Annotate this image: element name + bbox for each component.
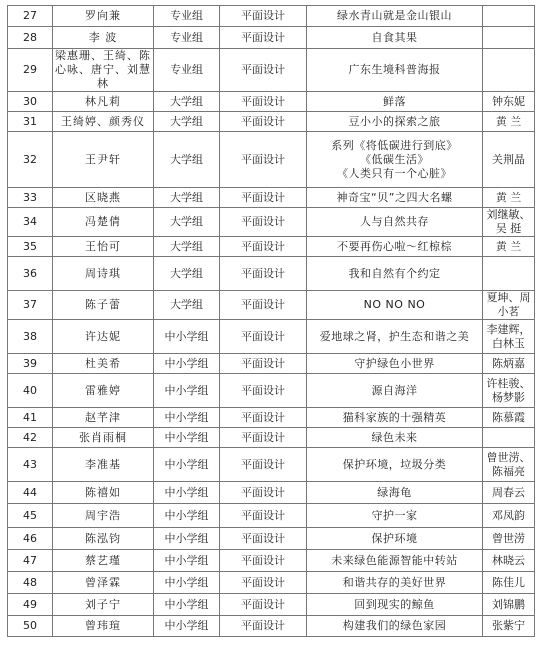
group-cell: 大学组 xyxy=(154,132,220,188)
category-cell: 平面设计 xyxy=(220,448,307,482)
participant-name-cell: 张肖雨桐 xyxy=(53,428,154,448)
teacher-cell xyxy=(483,6,535,27)
teacher-cell: 黄 兰 xyxy=(483,237,535,257)
row-number-cell: 42 xyxy=(8,428,53,448)
table-row xyxy=(8,616,535,637)
teacher-cell xyxy=(483,49,535,92)
group-cell: 中小学组 xyxy=(154,320,220,354)
participant-name-cell: 陈泓钧 xyxy=(53,528,154,550)
row-number-cell: 27 xyxy=(8,6,53,27)
table-row xyxy=(8,188,535,208)
group-cell: 中小学组 xyxy=(154,448,220,482)
teacher-cell: 陈慕霞 xyxy=(483,408,535,428)
teacher-cell: 邓凤韵 xyxy=(483,504,535,528)
table-row xyxy=(8,550,535,572)
row-number-cell: 40 xyxy=(8,374,53,408)
teacher-cell: 刘继敏、吴 挺 xyxy=(483,208,535,237)
teacher-cell: 夏坤、周小茗 xyxy=(483,291,535,320)
work-title-cell: 绿水青山就是金山银山 xyxy=(307,6,483,27)
participant-name-cell: 罗向兼 xyxy=(53,6,154,27)
group-cell: 中小学组 xyxy=(154,482,220,504)
work-title-cell: 神奇宝“贝”之四大名螺 xyxy=(307,188,483,208)
group-cell: 中小学组 xyxy=(154,594,220,616)
participant-name-cell: 陈子蕾 xyxy=(53,291,154,320)
participant-name-cell: 曾玮瑄 xyxy=(53,616,154,637)
participant-name-cell: 刘子宁 xyxy=(53,594,154,616)
participant-name-cell: 周诗琪 xyxy=(53,257,154,291)
work-title-cell: 保护环境 xyxy=(307,528,483,550)
table-row xyxy=(8,594,535,616)
participant-name-cell: 区晓燕 xyxy=(53,188,154,208)
table-row xyxy=(8,27,535,49)
participant-name-cell: 李准基 xyxy=(53,448,154,482)
table-row xyxy=(8,408,535,428)
work-title-cell: 绿色未来 xyxy=(307,428,483,448)
group-cell: 中小学组 xyxy=(154,408,220,428)
teacher-cell: 黄 兰 xyxy=(483,112,535,132)
work-title-cell: 构建我们的绿色家园 xyxy=(307,616,483,637)
group-cell: 中小学组 xyxy=(154,428,220,448)
award-table-container xyxy=(7,5,534,637)
category-cell: 平面设计 xyxy=(220,616,307,637)
teacher-cell xyxy=(483,27,535,49)
group-cell: 大学组 xyxy=(154,257,220,291)
table-row xyxy=(8,112,535,132)
row-number-cell: 43 xyxy=(8,448,53,482)
group-cell: 中小学组 xyxy=(154,504,220,528)
work-title-cell: 和谐共存的美好世界 xyxy=(307,572,483,594)
work-title-cell: 不要再伤心啦～红椋棕 xyxy=(307,237,483,257)
group-cell: 专业组 xyxy=(154,49,220,92)
category-cell: 平面设计 xyxy=(220,320,307,354)
category-cell: 平面设计 xyxy=(220,504,307,528)
group-cell: 大学组 xyxy=(154,112,220,132)
row-number-cell: 45 xyxy=(8,504,53,528)
category-cell: 平面设计 xyxy=(220,550,307,572)
teacher-cell: 陈炳嘉 xyxy=(483,354,535,374)
group-cell: 中小学组 xyxy=(154,354,220,374)
row-number-cell: 34 xyxy=(8,208,53,237)
group-cell: 大学组 xyxy=(154,237,220,257)
participant-name-cell: 李 波 xyxy=(53,27,154,49)
teacher-cell: 张紫宁 xyxy=(483,616,535,637)
teacher-cell: 钟东妮 xyxy=(483,92,535,112)
category-cell: 平面设计 xyxy=(220,112,307,132)
table-row xyxy=(8,320,535,354)
category-cell: 平面设计 xyxy=(220,257,307,291)
row-number-cell: 38 xyxy=(8,320,53,354)
work-title-cell: 猫科家族的十强精英 xyxy=(307,408,483,428)
group-cell: 专业组 xyxy=(154,6,220,27)
participant-name-cell: 周宇浩 xyxy=(53,504,154,528)
teacher-cell: 曾世涝 xyxy=(483,528,535,550)
row-number-cell: 28 xyxy=(8,27,53,49)
category-cell: 平面设计 xyxy=(220,374,307,408)
table-row xyxy=(8,504,535,528)
participant-name-cell: 蔡艺瑾 xyxy=(53,550,154,572)
group-cell: 大学组 xyxy=(154,92,220,112)
category-cell: 平面设计 xyxy=(220,6,307,27)
category-cell: 平面设计 xyxy=(220,408,307,428)
row-number-cell: 46 xyxy=(8,528,53,550)
work-title-cell: NO NO NO xyxy=(307,291,483,320)
table-row xyxy=(8,374,535,408)
row-number-cell: 36 xyxy=(8,257,53,291)
participant-name-cell: 冯楚倩 xyxy=(53,208,154,237)
row-number-cell: 41 xyxy=(8,408,53,428)
row-number-cell: 44 xyxy=(8,482,53,504)
teacher-cell: 关荆晶 xyxy=(483,132,535,188)
participant-name-cell: 许达妮 xyxy=(53,320,154,354)
category-cell: 平面设计 xyxy=(220,208,307,237)
row-number-cell: 49 xyxy=(8,594,53,616)
category-cell: 平面设计 xyxy=(220,428,307,448)
table-row xyxy=(8,208,535,237)
category-cell: 平面设计 xyxy=(220,594,307,616)
participant-name-cell: 陈禧如 xyxy=(53,482,154,504)
category-cell: 平面设计 xyxy=(220,132,307,188)
work-title-cell: 系列《将低碳进行到底》 《低碳生活》 《人类只有一个心脏》 xyxy=(307,132,483,188)
group-cell: 大学组 xyxy=(154,188,220,208)
work-title-cell: 回到现实的鲸鱼 xyxy=(307,594,483,616)
row-number-cell: 33 xyxy=(8,188,53,208)
participant-name-cell: 王尹轩 xyxy=(53,132,154,188)
row-number-cell: 47 xyxy=(8,550,53,572)
table-row xyxy=(8,291,535,320)
category-cell: 平面设计 xyxy=(220,291,307,320)
table-row xyxy=(8,448,535,482)
table-row xyxy=(8,237,535,257)
category-cell: 平面设计 xyxy=(220,92,307,112)
participant-name-cell: 雷雅婷 xyxy=(53,374,154,408)
teacher-cell xyxy=(483,428,535,448)
category-cell: 平面设计 xyxy=(220,27,307,49)
group-cell: 大学组 xyxy=(154,208,220,237)
award-table-body xyxy=(8,6,535,637)
row-number-cell: 37 xyxy=(8,291,53,320)
teacher-cell: 陈佳儿 xyxy=(483,572,535,594)
participant-name-cell: 王怡可 xyxy=(53,237,154,257)
category-cell: 平面设计 xyxy=(220,354,307,374)
work-title-cell: 保护环境，垃圾分类 xyxy=(307,448,483,482)
category-cell: 平面设计 xyxy=(220,482,307,504)
award-table xyxy=(7,5,535,637)
teacher-cell: 刘锦鹏 xyxy=(483,594,535,616)
teacher-cell: 许桂骏、杨梦影 xyxy=(483,374,535,408)
participant-name-cell: 林凡莉 xyxy=(53,92,154,112)
work-title-cell: 源自海洋 xyxy=(307,374,483,408)
table-row xyxy=(8,132,535,188)
participant-name-cell: 王绮婷、颜秀仪 xyxy=(53,112,154,132)
work-title-cell: 守护一家 xyxy=(307,504,483,528)
work-title-cell: 鲜落 xyxy=(307,92,483,112)
table-row xyxy=(8,428,535,448)
table-row xyxy=(8,528,535,550)
participant-name-cell: 赵芊津 xyxy=(53,408,154,428)
teacher-cell: 黄 兰 xyxy=(483,188,535,208)
table-row xyxy=(8,49,535,92)
row-number-cell: 39 xyxy=(8,354,53,374)
teacher-cell: 曾世涝、陈福亮 xyxy=(483,448,535,482)
teacher-cell: 李建辉，白林玉 xyxy=(483,320,535,354)
category-cell: 平面设计 xyxy=(220,49,307,92)
category-cell: 平面设计 xyxy=(220,188,307,208)
work-title-cell: 绿海龟 xyxy=(307,482,483,504)
group-cell: 中小学组 xyxy=(154,374,220,408)
work-title-cell: 人与自然共存 xyxy=(307,208,483,237)
group-cell: 大学组 xyxy=(154,291,220,320)
row-number-cell: 29 xyxy=(8,49,53,92)
group-cell: 中小学组 xyxy=(154,550,220,572)
teacher-cell: 周春云 xyxy=(483,482,535,504)
group-cell: 中小学组 xyxy=(154,572,220,594)
table-row xyxy=(8,92,535,112)
work-title-cell: 豆小小的探索之旅 xyxy=(307,112,483,132)
category-cell: 平面设计 xyxy=(220,528,307,550)
table-row xyxy=(8,6,535,27)
work-title-cell: 未来绿色能源智能中转站 xyxy=(307,550,483,572)
participant-name-cell: 曾泽霖 xyxy=(53,572,154,594)
category-cell: 平面设计 xyxy=(220,237,307,257)
work-title-cell: 我和自然有个约定 xyxy=(307,257,483,291)
participant-name-cell: 梁惠珊、王绮、陈心咏、唐宁、刘慧林 xyxy=(53,49,154,92)
row-number-cell: 48 xyxy=(8,572,53,594)
row-number-cell: 30 xyxy=(8,92,53,112)
teacher-cell xyxy=(483,257,535,291)
table-row xyxy=(8,354,535,374)
group-cell: 专业组 xyxy=(154,27,220,49)
table-row xyxy=(8,482,535,504)
participant-name-cell: 杜美希 xyxy=(53,354,154,374)
category-cell: 平面设计 xyxy=(220,572,307,594)
row-number-cell: 35 xyxy=(8,237,53,257)
group-cell: 中小学组 xyxy=(154,616,220,637)
table-row xyxy=(8,572,535,594)
table-row xyxy=(8,257,535,291)
work-title-cell: 自食其果 xyxy=(307,27,483,49)
work-title-cell: 爱地球之肾，护生态和谐之美 xyxy=(307,320,483,354)
group-cell: 中小学组 xyxy=(154,528,220,550)
work-title-cell: 守护绿色小世界 xyxy=(307,354,483,374)
row-number-cell: 32 xyxy=(8,132,53,188)
teacher-cell: 林晓云 xyxy=(483,550,535,572)
row-number-cell: 50 xyxy=(8,616,53,637)
work-title-cell: 广东生境科普海报 xyxy=(307,49,483,92)
row-number-cell: 31 xyxy=(8,112,53,132)
